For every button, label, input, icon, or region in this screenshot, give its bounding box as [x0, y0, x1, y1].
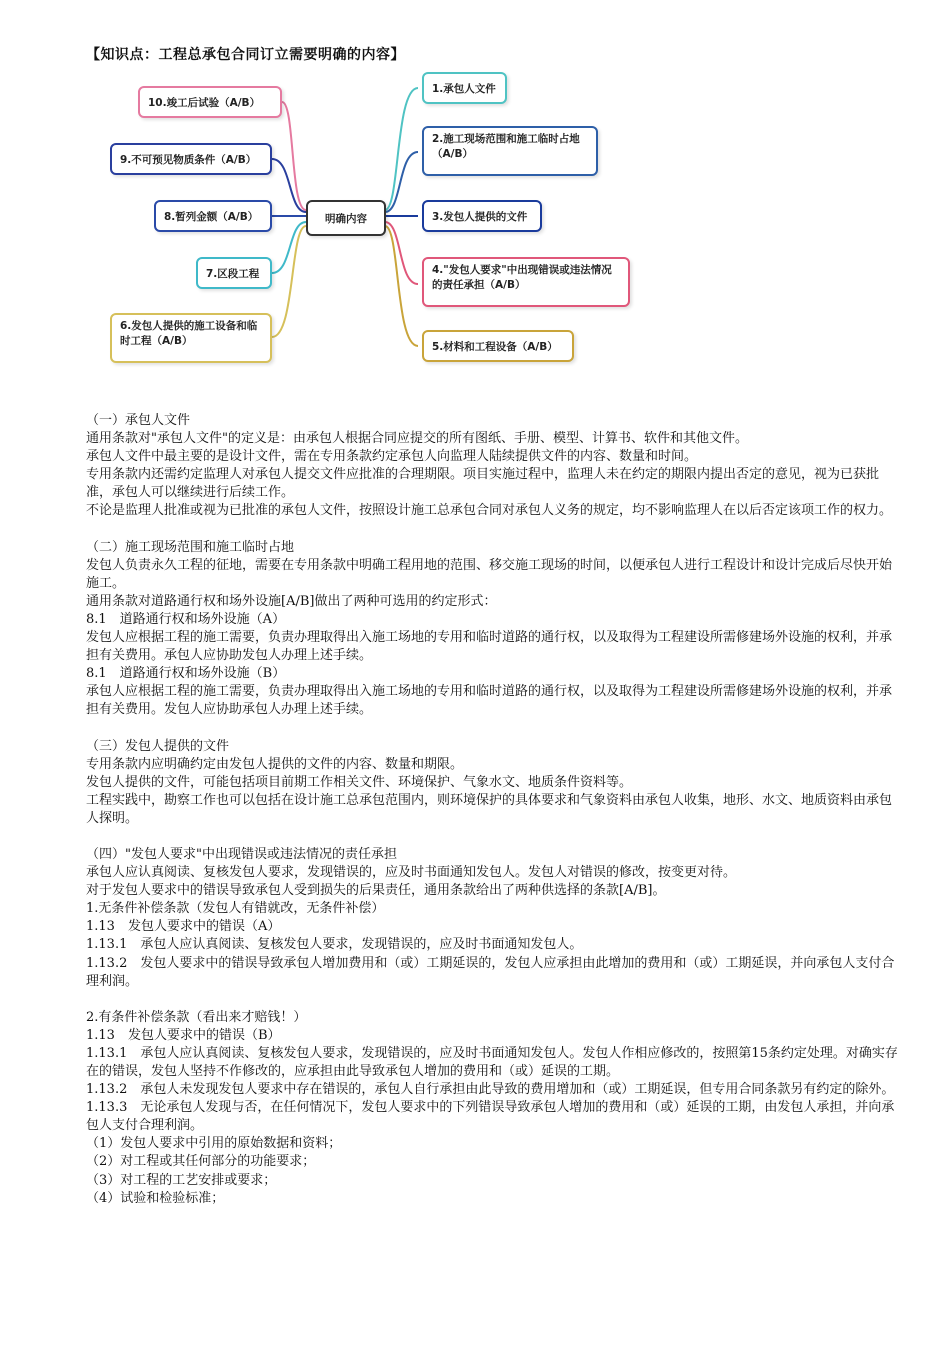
paragraph: （一）承包人文件: [86, 413, 191, 428]
paragraph: 1.13.2 承包人未发现发包人要求中存在错误的，承包人自行承担由此导致的费用增加和（或）工期延误，但专用合同条款另有约定的除外。: [86, 1082, 895, 1098]
paragraph: （四）"发包人要求"中出现错误或违法情况的责任承担: [86, 846, 397, 862]
paragraph-gap: [86, 828, 898, 846]
node-right-4: 4."发包人要求"中出现错误或违法情况的责任承担（A/B）: [422, 257, 630, 307]
paragraph: 专用条款内应明确约定由发包人提供的文件的内容、数量和期限。: [86, 756, 464, 772]
paragraph-gap: [86, 991, 898, 1009]
paragraph: 1.13.1 承包人应认真阅读、复核发包人要求，发现错误的，应及时书面通知发包人。发包人作相应修改的，按照第15条约定处理。对确实存在的错误，发包人坚持不作修改的，应承担由此导致承包人增加的费用和（或）延误的工期。: [86, 1045, 898, 1079]
paragraph: 2.有条件补偿条款（看出来才赔钱！）: [86, 1009, 307, 1025]
paragraph: 发包人应根据工程的施工需要，负责办理取得出入施工场地的专用和临时道路的通行权，以及取得为工程建设所需修建场外设施的权利，并承担有关费用。承包人应协助发包人办理上述手续。: [86, 630, 893, 664]
connector-left-6: [272, 226, 306, 337]
paragraph: 工程实践中，勘察工作也可以包括在设计施工总承包范围内，则环境保护的具体要求和气象资料由承包人收集，地形、水文、地质资料由承包人探明。: [86, 792, 893, 826]
page-title: 【知识点：工程总承包合同订立需要明确的内容】: [86, 47, 405, 63]
connector-right-1: [385, 88, 418, 210]
paragraph-gap: [86, 720, 898, 738]
node-left-9: 9.不可预见物质条件（A/B）: [110, 143, 272, 175]
node-right-5: 5.材料和工程设备（A/B）: [422, 330, 574, 362]
paragraph: （2）对工程或其任何部分的功能要求；: [86, 1154, 316, 1170]
mind-map: [0, 60, 950, 380]
paragraph: （1）发包人要求中引用的原始数据和资料；: [86, 1136, 342, 1152]
paragraph: 1.13.1 承包人应认真阅读、复核发包人要求，发现错误的，应及时书面通知发包人。: [86, 937, 583, 953]
paragraph: 专用条款内还需约定监理人对承包人提交文件应批准的合理期限。项目实施过程中，监理人未在约定的期限内提出否定的意见，视为已获批准，承包人可以继续进行后续工作。: [86, 467, 880, 501]
paragraph-gap: [86, 521, 898, 539]
paragraph: 对于发包人要求中的错误导致承包人受到损失的后果责任，通用条款给出了两种供选择的条款[A/B]。: [86, 883, 666, 899]
node-left-10: 10.竣工后试验（A/B）: [138, 86, 282, 118]
paragraph: 1.13 发包人要求中的错误（B）: [86, 1027, 281, 1043]
connector-left-10: [282, 102, 306, 210]
paragraph: 1.13 发包人要求中的错误（A）: [86, 919, 281, 935]
node-right-3: 3.发包人提供的文件: [422, 200, 542, 232]
node-left-7: 7.区段工程: [196, 257, 272, 289]
node-left-6: 6.发包人提供的施工设备和临时工程（A/B）: [110, 313, 272, 363]
paragraph: 承包人应根据工程的施工需要，负责办理取得出入施工场地的专用和临时道路的通行权，以及取得为工程建设所需修建场外设施的权利，并承担有关费用。发包人应协助承包人办理上述手续。: [86, 684, 893, 718]
node-right-2: 2.施工现场范围和施工临时占地（A/B）: [422, 126, 598, 176]
paragraph: 1.13.3 无论承包人发现与否，在任何情况下，发包人要求中的下列错误导致承包人增加的费用和（或）延误的工期，由发包人承担，并向承包人支付合理利润。: [86, 1100, 895, 1134]
paragraph: 承包人文件中最主要的是设计文件，需在专用条款约定承包人向监理人陆续提供文件的内容、数量和时间。: [86, 449, 698, 465]
paragraph: 8.1 道路通行权和场外设施（A）: [86, 611, 286, 627]
node-left-8: 8.暂列金额（A/B）: [154, 200, 272, 232]
paragraph: 8.1 道路通行权和场外设施（B）: [86, 666, 286, 682]
paragraph: 不论是监理人批准或视为已批准的承包人文件，按照设计施工总承包合同对承包人义务的规定，均不影响监理人在以后否定该项工作的权力。: [86, 503, 893, 519]
paragraph: 1.13.2 发包人要求中的错误导致承包人增加费用和（或）工期延误的，发包人应承担由此增加的费用和（或）工期延误，并向承包人支付合理利润。: [86, 955, 895, 989]
paragraph: 发包人提供的文件，可能包括项目前期工作相关文件、环境保护、气象水文、地质条件资料等。: [86, 774, 633, 790]
paragraph: （二）施工现场范围和施工临时占地: [86, 539, 295, 555]
node-right-1: 1.承包人文件: [422, 72, 507, 104]
paragraph: 1.无条件补偿条款（发包人有错就改，无条件补偿）: [86, 901, 385, 917]
paragraph: 通用条款对道路通行权和场外设施[A/B]做出了两种可选用的约定形式：: [86, 593, 497, 609]
paragraph: （3）对工程的工艺安排或要求；: [86, 1172, 277, 1188]
paragraph: （4）试验和检验标准；: [86, 1190, 225, 1206]
paragraph: 发包人负责永久工程的征地，需要在专用条款中明确工程用地的范围、移交施工现场的时间，以便承包人进行工程设计和设计完成后尽快开始施工。: [86, 557, 893, 591]
paragraph: 通用条款对"承包人文件"的定义是：由承包人根据合同应提交的所有图纸、手册、模型、计算书、软件和其他文件。: [86, 431, 748, 447]
paragraph: 承包人应认真阅读、复核发包人要求，发现错误的，应及时书面通知发包人。发包人对错误的修改，按变更对待。: [86, 865, 737, 881]
connector-right-5: [385, 226, 418, 346]
paragraph: （三）发包人提供的文件: [86, 738, 230, 754]
document-body: [86, 412, 898, 1208]
mind-map-center: 明确内容: [306, 200, 386, 236]
